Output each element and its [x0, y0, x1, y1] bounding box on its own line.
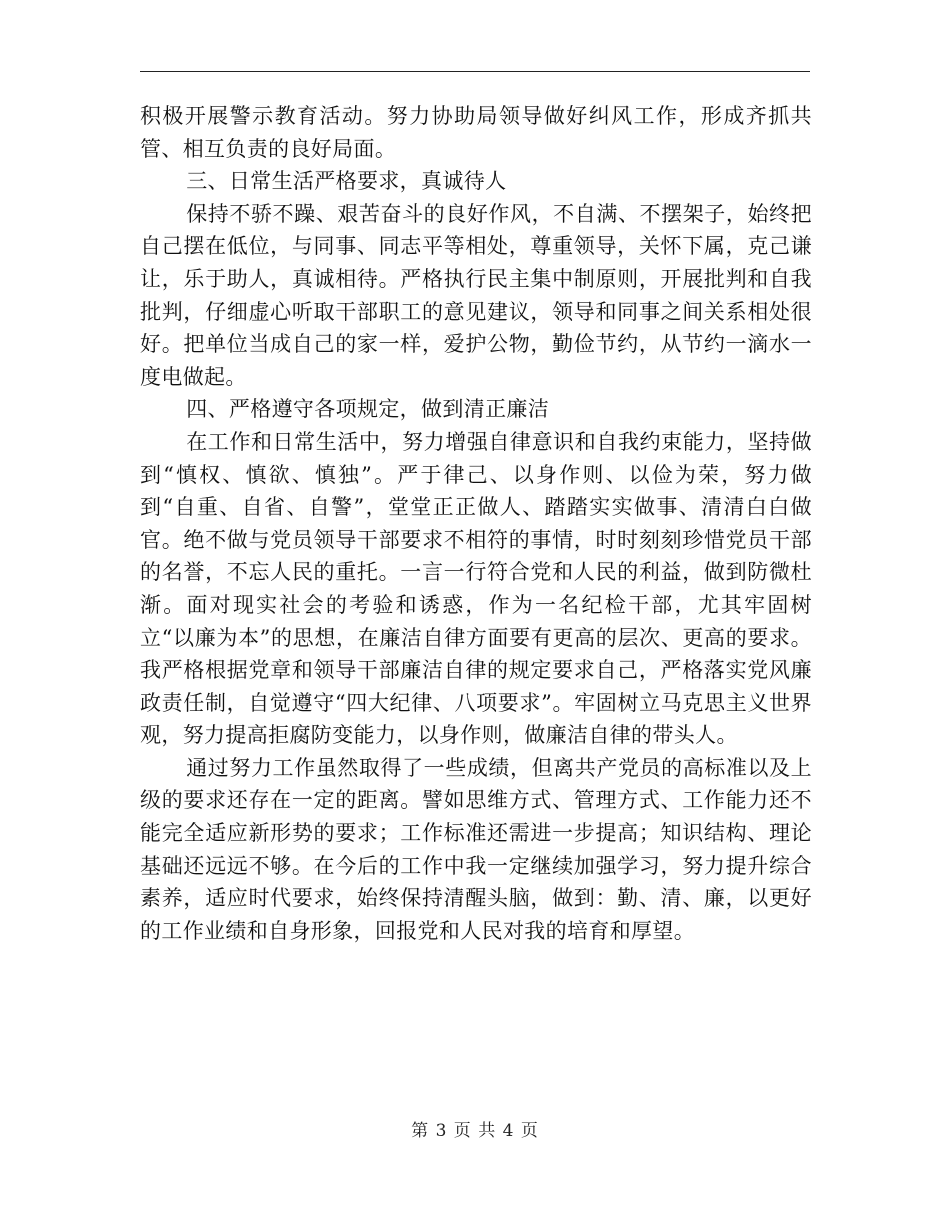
paragraph-continuation: 积极开展警示教育活动。努力协助局领导做好纠风工作，形成齐抓共管、相互负责的良好局面。	[140, 104, 812, 161]
document-body	[140, 100, 812, 947]
paragraph-summary: 通过努力工作虽然取得了一些成绩，但离共产党员的高标准以及上级的要求还存在一定的距离。譬如思维方式、管理方式、工作能力还不能完全适应新形势的要求；工作标准还需进一步提高；知识结构、理论基础还远远不够。在今后的工作中我一定继续加强学习，努力提升综合素养，适应时代要求，始终保持清醒头脑，做到：勤、清、廉，以更好的工作业绩和自身形象，回报党和人民对我的培育和厚望。	[140, 755, 812, 943]
section-heading-4: 四、严格遵守各项规定，做到清正廉洁	[186, 397, 550, 422]
header-rule	[140, 71, 810, 72]
paragraph-body: 保持不骄不躁、艰苦奋斗的良好作风，不自满、不摆架子，始终把自己摆在低位，与同事、同志平等相处，尊重领导，关怀下属，克己谦让，乐于助人，真诚相待。严格执行民主集中制原则，开展批判和自我批判，仔细虚心听取干部职工的意见建议，领导和同事之间关系相处很好。把单位当成自己的家一样，爱护公物，勤俭节约，从节约一滴水一度电做起。	[140, 201, 812, 389]
paragraph-body: 在工作和日常生活中，努力增强自律意识和自我约束能力，坚持做到“慎权、慎欲、慎独”。严于律己、以身作则、以俭为荣，努力做到“自重、自省、自警”，堂堂正正做人、踏踏实实做事、清清白白做官。绝不做与党员领导干部要求不相符的事情，时时刻刻珍惜党员干部的名誉，不忘人民的重托。一言一行符合党和人民的利益，做到防微杜渐。面对现实社会的考验和诱惑，作为一名纪检干部，尤其牢固树立“以廉为本”的思想，在廉洁自律方面要有更高的层次、更高的要求。我严格根据党章和领导干部廉洁自律的规定要求自己，严格落实党风廉政责任制，自觉遵守“四大纪律、八项要求”。牢固树立马克思主义世界观，努力提高拒腐防变能力，以身作则，做廉洁自律的带头人。	[140, 429, 812, 748]
section-heading-3: 三、日常生活严格要求，真诚待人	[186, 169, 507, 194]
page-number: 第 3 页 共 4 页	[411, 1121, 539, 1141]
